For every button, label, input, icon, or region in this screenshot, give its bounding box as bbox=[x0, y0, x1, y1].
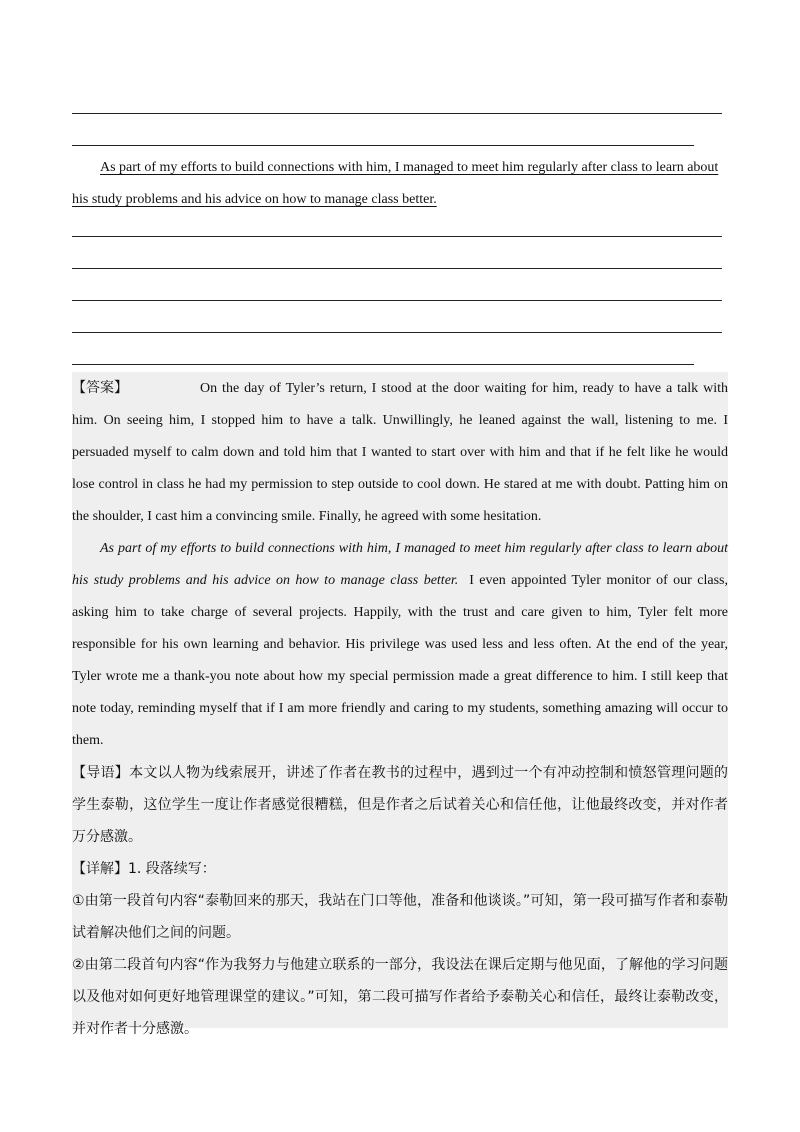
answer-paragraph-1 bbox=[72, 372, 728, 533]
guide-text: 本文以人物为线索展开，讲述了作者在教书的过程中，遇到过一个有冲动控制和愤怒管理问题的学生泰勒，这位学生一度让作者感觉很糟糕，但是作者之后试着关心和信任他，让他最终改变，并对作者万分感激。 bbox=[72, 765, 729, 845]
writing-line bbox=[72, 268, 722, 269]
answer-paragraph-2-text: I even appointed Tyler monitor of our class, asking him to take charge of several projects. Happily, with the trust and care given to him, Tyler felt more responsible for his own learning and behavior. His privilege was used less and less often. At the end of the year, Tyler wrote me a thank-you note about how my special permission made a great difference to him. I still keep that note today, reminding myself that if I am more friendly and caring to my students, something amazing will occur to them. bbox=[72, 573, 728, 748]
writing-line bbox=[72, 364, 694, 365]
writing-line bbox=[72, 113, 722, 114]
prompt-paragraph: As part of my efforts to build connections with him, I managed to meet him regularly after class to learn about his study problems and his advice on how to manage class better. bbox=[72, 160, 719, 207]
detail-heading bbox=[72, 853, 728, 885]
answer-section bbox=[72, 372, 729, 1037]
writing-line bbox=[72, 332, 722, 333]
guide-paragraph bbox=[72, 757, 728, 853]
detail-point-1: ①由第一段首句内容“泰勒回来的那天，我站在门口等他，准备和他谈谈。”可知，第一段可描写作者和泰勒试着解决他们之间的问题。 bbox=[72, 893, 728, 941]
detail-heading-text: 1. 段落续写： bbox=[128, 861, 216, 877]
answer-label: 【答案】 bbox=[72, 380, 128, 396]
answer-paragraph-2-lead: As part of my efforts to build connections with him, I managed to meet him regularly after class to learn about his study problems and his advice on how to manage class better. bbox=[72, 541, 728, 588]
answer-paragraph-1-text: On the day of Tyler’s return, I stood at the door waiting for him, ready to have a talk with him. On seeing him, I stopped him to have a talk. Unwillingly, he leaned against the wall, listening to me. I persuaded myself to calm down and told him that I wanted to start over with him and that if he felt like he would lose control in class he had my permission to step outside to cool down. He stared at me with doubt. Patting him on the shoulder, I cast him a convincing smile. Finally, he agreed with some hesitation. bbox=[72, 381, 728, 524]
detail-label: 【详解】 bbox=[72, 861, 128, 877]
guide-label: 【导语】 bbox=[72, 765, 130, 781]
detail-point-2: ②由第二段首句内容“作为我努力与他建立联系的一部分，我设法在课后定期与他见面，了解他的学习问题以及他对如何更好地管理课堂的建议。”可知，第二段可描写作者给予泰勒关心和信任，最终让泰勒改变，并对作者十分感激。 bbox=[72, 957, 728, 1037]
writing-line bbox=[72, 236, 722, 237]
writing-line bbox=[72, 300, 722, 301]
answer-paragraph-2 bbox=[72, 533, 728, 757]
writing-line bbox=[72, 145, 694, 146]
